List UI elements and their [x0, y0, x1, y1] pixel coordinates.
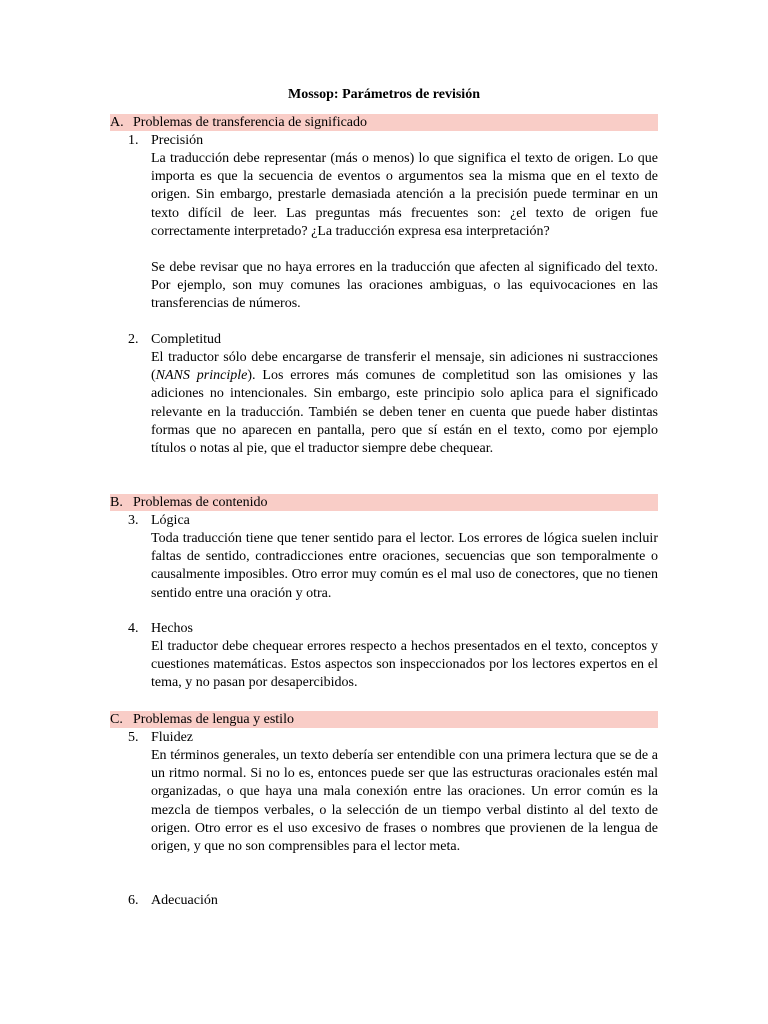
section-title: Problemas de transferencia de significado	[133, 115, 368, 130]
item-title: Fluidez	[151, 730, 193, 745]
item-number: 2.	[128, 332, 139, 347]
item-heading-logic	[128, 512, 190, 530]
paragraph-text: El traductor sólo debe encargarse de transferir el mensaje, sin adiciones ni sustracciones (	[151, 350, 658, 384]
item-number: 3.	[128, 513, 139, 528]
section-letter: A.	[110, 115, 124, 130]
section-title: Problemas de contenido	[133, 495, 268, 510]
section-heading-b	[110, 494, 658, 511]
item-heading-completeness	[128, 331, 221, 349]
item-number: 6.	[128, 893, 139, 908]
paragraph-text: ). Los errores más comunes de completitud son las omisiones y las adiciones no intencionales. Sin embargo, este principio solo aplica para el significado relevante en la traducción. También se deben tener en cuenta que puede haber distintas formas que no aparecen en pantalla, pero que sí están en el texto, como por ejemplo títulos o notas al pie, que el traductor siempre debe chequear.	[151, 368, 658, 457]
item-number: 4.	[128, 621, 139, 636]
paragraph	[151, 349, 658, 458]
section-heading-c	[110, 711, 658, 728]
item-title: Completitud	[151, 332, 221, 347]
section-letter: C.	[110, 712, 123, 727]
item-heading-facts	[128, 620, 193, 638]
section-heading-a	[110, 114, 658, 131]
section-title: Problemas de lengua y estilo	[133, 712, 294, 727]
document-title: Mossop: Parámetros de revisión	[288, 87, 480, 102]
item-title: Lógica	[151, 513, 190, 528]
item-heading-adequacy	[128, 892, 218, 910]
item-heading-fluency	[128, 729, 193, 747]
item-title: Precisión	[151, 133, 204, 148]
paragraph: En términos generales, un texto debería ser entendible con una primera lectura que se de a un ritmo normal. Si no lo es, entonces puede ser que las estructuras oracionales estén mal organizadas, o que haya una mala conexión entre las oraciones. Un error común es la mezcla de tiempos verbales, o la selección de un tiempo verbal distinto al del texto de origen. Otro error es el uso excesivo de frases o nombres que provienen de la lengua de origen, y que no son comprensibles para el lector meta.	[151, 748, 658, 855]
paragraph: Toda traducción tiene que tener sentido para el lector. Los errores de lógica suelen incluir faltas de sentido, contradicciones entre oraciones, secuencias que son temporalmente o causalmente imposibles. Otro error muy común es el mal uso de conectores, que no tienen sentido entre una oración y otra.	[151, 531, 658, 601]
paragraph: Se debe revisar que no haya errores en la traducción que afecten al significado del texto. Por ejemplo, son muy comunes las oraciones ambiguas, o las equivocaciones en las transferencias de números.	[151, 260, 658, 312]
item-number: 5.	[128, 730, 139, 745]
item-heading-precision	[128, 132, 203, 150]
paragraph: El traductor debe chequear errores respecto a hechos presentados en el texto, conceptos y cuestiones matemáticas. Estos aspectos son inspeccionados por los lectores expertos en el tema, y no pasan por desapercibidos.	[151, 639, 658, 691]
item-title: Hechos	[151, 621, 193, 636]
italic-term: NANS principle	[155, 368, 248, 384]
item-number: 1.	[128, 133, 139, 148]
section-letter: B.	[110, 495, 123, 510]
item-title: Adecuación	[151, 893, 218, 908]
paragraph: La traducción debe representar (más o menos) lo que significa el texto de origen. Lo que importa es que la secuencia de eventos o argumentos sea la misma que en el texto de origen. Sin embargo, prestarle demasiada atención a la precisión puede terminar en un texto difícil de leer. Las preguntas más frecuentes son: ¿el texto de origen fue correctamente interpretado? ¿La traducción expresa esa interpretación?	[151, 151, 658, 239]
